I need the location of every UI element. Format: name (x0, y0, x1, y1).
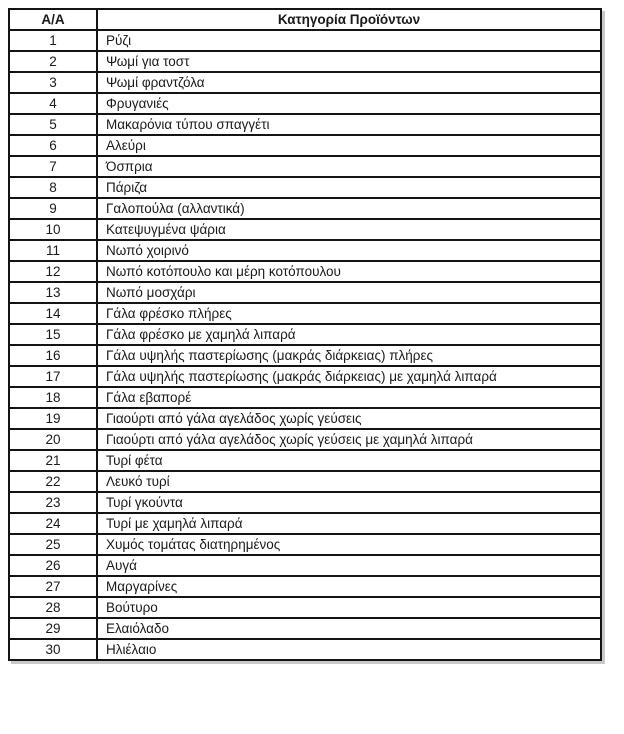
row-category-cell: Γαλοπούλα (αλλαντικά) (97, 198, 601, 219)
row-index-cell: 25 (9, 534, 97, 555)
table-row (9, 366, 601, 387)
row-index-cell: 27 (9, 576, 97, 597)
row-category-cell: Νωπό χοιρινό (97, 240, 601, 261)
row-category-cell: Πάριζα (97, 177, 601, 198)
table-row (9, 450, 601, 471)
row-index-cell: 4 (9, 93, 97, 114)
table-row (9, 219, 601, 240)
row-index-cell: 5 (9, 114, 97, 135)
row-index-cell: 18 (9, 387, 97, 408)
row-index-cell: 14 (9, 303, 97, 324)
row-category-cell: Γάλα φρέσκο πλήρες (97, 303, 601, 324)
table-row (9, 387, 601, 408)
row-category-cell: Μακαρόνια τύπου σπαγγέτι (97, 114, 601, 135)
table-row (9, 282, 601, 303)
table-row (9, 303, 601, 324)
row-index-cell: 1 (9, 30, 97, 51)
row-index-cell: 23 (9, 492, 97, 513)
product-category-table (8, 8, 602, 661)
row-category-cell: Ψωμί φραντζόλα (97, 72, 601, 93)
row-index-cell: 26 (9, 555, 97, 576)
row-category-cell: Ελαιόλαδο (97, 618, 601, 639)
row-category-cell: Όσπρια (97, 156, 601, 177)
table-row (9, 198, 601, 219)
table-row (9, 72, 601, 93)
row-index-cell: 9 (9, 198, 97, 219)
table-row (9, 555, 601, 576)
row-category-cell: Αυγά (97, 555, 601, 576)
header-cell-index: Α/Α (9, 9, 97, 30)
row-index-cell: 12 (9, 261, 97, 282)
table-row (9, 618, 601, 639)
table-row (9, 93, 601, 114)
row-category-cell: Χυμός τομάτας διατηρημένος (97, 534, 601, 555)
row-index-cell: 6 (9, 135, 97, 156)
row-index-cell: 21 (9, 450, 97, 471)
table-header (9, 9, 601, 30)
table-row (9, 51, 601, 72)
row-category-cell: Μαργαρίνες (97, 576, 601, 597)
row-category-cell: Νωπό μοσχάρι (97, 282, 601, 303)
row-category-cell: Τυρί φέτα (97, 450, 601, 471)
row-category-cell: Κατεψυγμένα ψάρια (97, 219, 601, 240)
row-category-cell: Αλεύρι (97, 135, 601, 156)
table-row (9, 114, 601, 135)
row-category-cell: Ηλιέλαιο (97, 639, 601, 660)
table-row (9, 576, 601, 597)
row-category-cell: Βούτυρο (97, 597, 601, 618)
row-category-cell: Γάλα εβαπορέ (97, 387, 601, 408)
table-row (9, 597, 601, 618)
row-index-cell: 7 (9, 156, 97, 177)
row-index-cell: 13 (9, 282, 97, 303)
row-index-cell: 19 (9, 408, 97, 429)
table-row (9, 471, 601, 492)
row-index-cell: 11 (9, 240, 97, 261)
row-index-cell: 16 (9, 345, 97, 366)
row-index-cell: 10 (9, 219, 97, 240)
row-category-cell: Γάλα φρέσκο με χαμηλά λιπαρά (97, 324, 601, 345)
table-row (9, 156, 601, 177)
table-row (9, 177, 601, 198)
row-index-cell: 15 (9, 324, 97, 345)
row-index-cell: 22 (9, 471, 97, 492)
table-row (9, 30, 601, 51)
row-category-cell: Τυρί γκούντα (97, 492, 601, 513)
table-row (9, 639, 601, 660)
row-category-cell: Φρυγανιές (97, 93, 601, 114)
row-index-cell: 20 (9, 429, 97, 450)
table-row (9, 345, 601, 366)
table-row (9, 408, 601, 429)
row-index-cell: 2 (9, 51, 97, 72)
table-row (9, 324, 601, 345)
header-row (9, 9, 601, 30)
table-row (9, 261, 601, 282)
row-category-cell: Ρύζι (97, 30, 601, 51)
table-row (9, 240, 601, 261)
table-body (9, 30, 601, 660)
row-index-cell: 17 (9, 366, 97, 387)
row-category-cell: Γιαούρτι από γάλα αγελάδος χωρίς γεύσεις με χαμηλά λιπαρά (97, 429, 601, 450)
row-category-cell: Τυρί με χαμηλά λιπαρά (97, 513, 601, 534)
row-index-cell: 30 (9, 639, 97, 660)
table-row (9, 513, 601, 534)
row-category-cell: Λευκό τυρί (97, 471, 601, 492)
row-category-cell: Γάλα υψηλής παστερίωσης (μακράς διάρκειας) με χαμηλά λιπαρά (97, 366, 601, 387)
table-row (9, 534, 601, 555)
row-category-cell: Γάλα υψηλής παστερίωσης (μακράς διάρκειας) πλήρες (97, 345, 601, 366)
row-index-cell: 29 (9, 618, 97, 639)
row-index-cell: 8 (9, 177, 97, 198)
row-category-cell: Ψωμί για τοστ (97, 51, 601, 72)
table-row (9, 429, 601, 450)
header-cell-category: Κατηγορία Προϊόντων (97, 9, 601, 30)
row-category-cell: Γιαούρτι από γάλα αγελάδος χωρίς γεύσεις (97, 408, 601, 429)
row-index-cell: 3 (9, 72, 97, 93)
row-index-cell: 28 (9, 597, 97, 618)
row-category-cell: Νωπό κοτόπουλο και μέρη κοτόπουλου (97, 261, 601, 282)
table-row (9, 135, 601, 156)
table-row (9, 492, 601, 513)
row-index-cell: 24 (9, 513, 97, 534)
